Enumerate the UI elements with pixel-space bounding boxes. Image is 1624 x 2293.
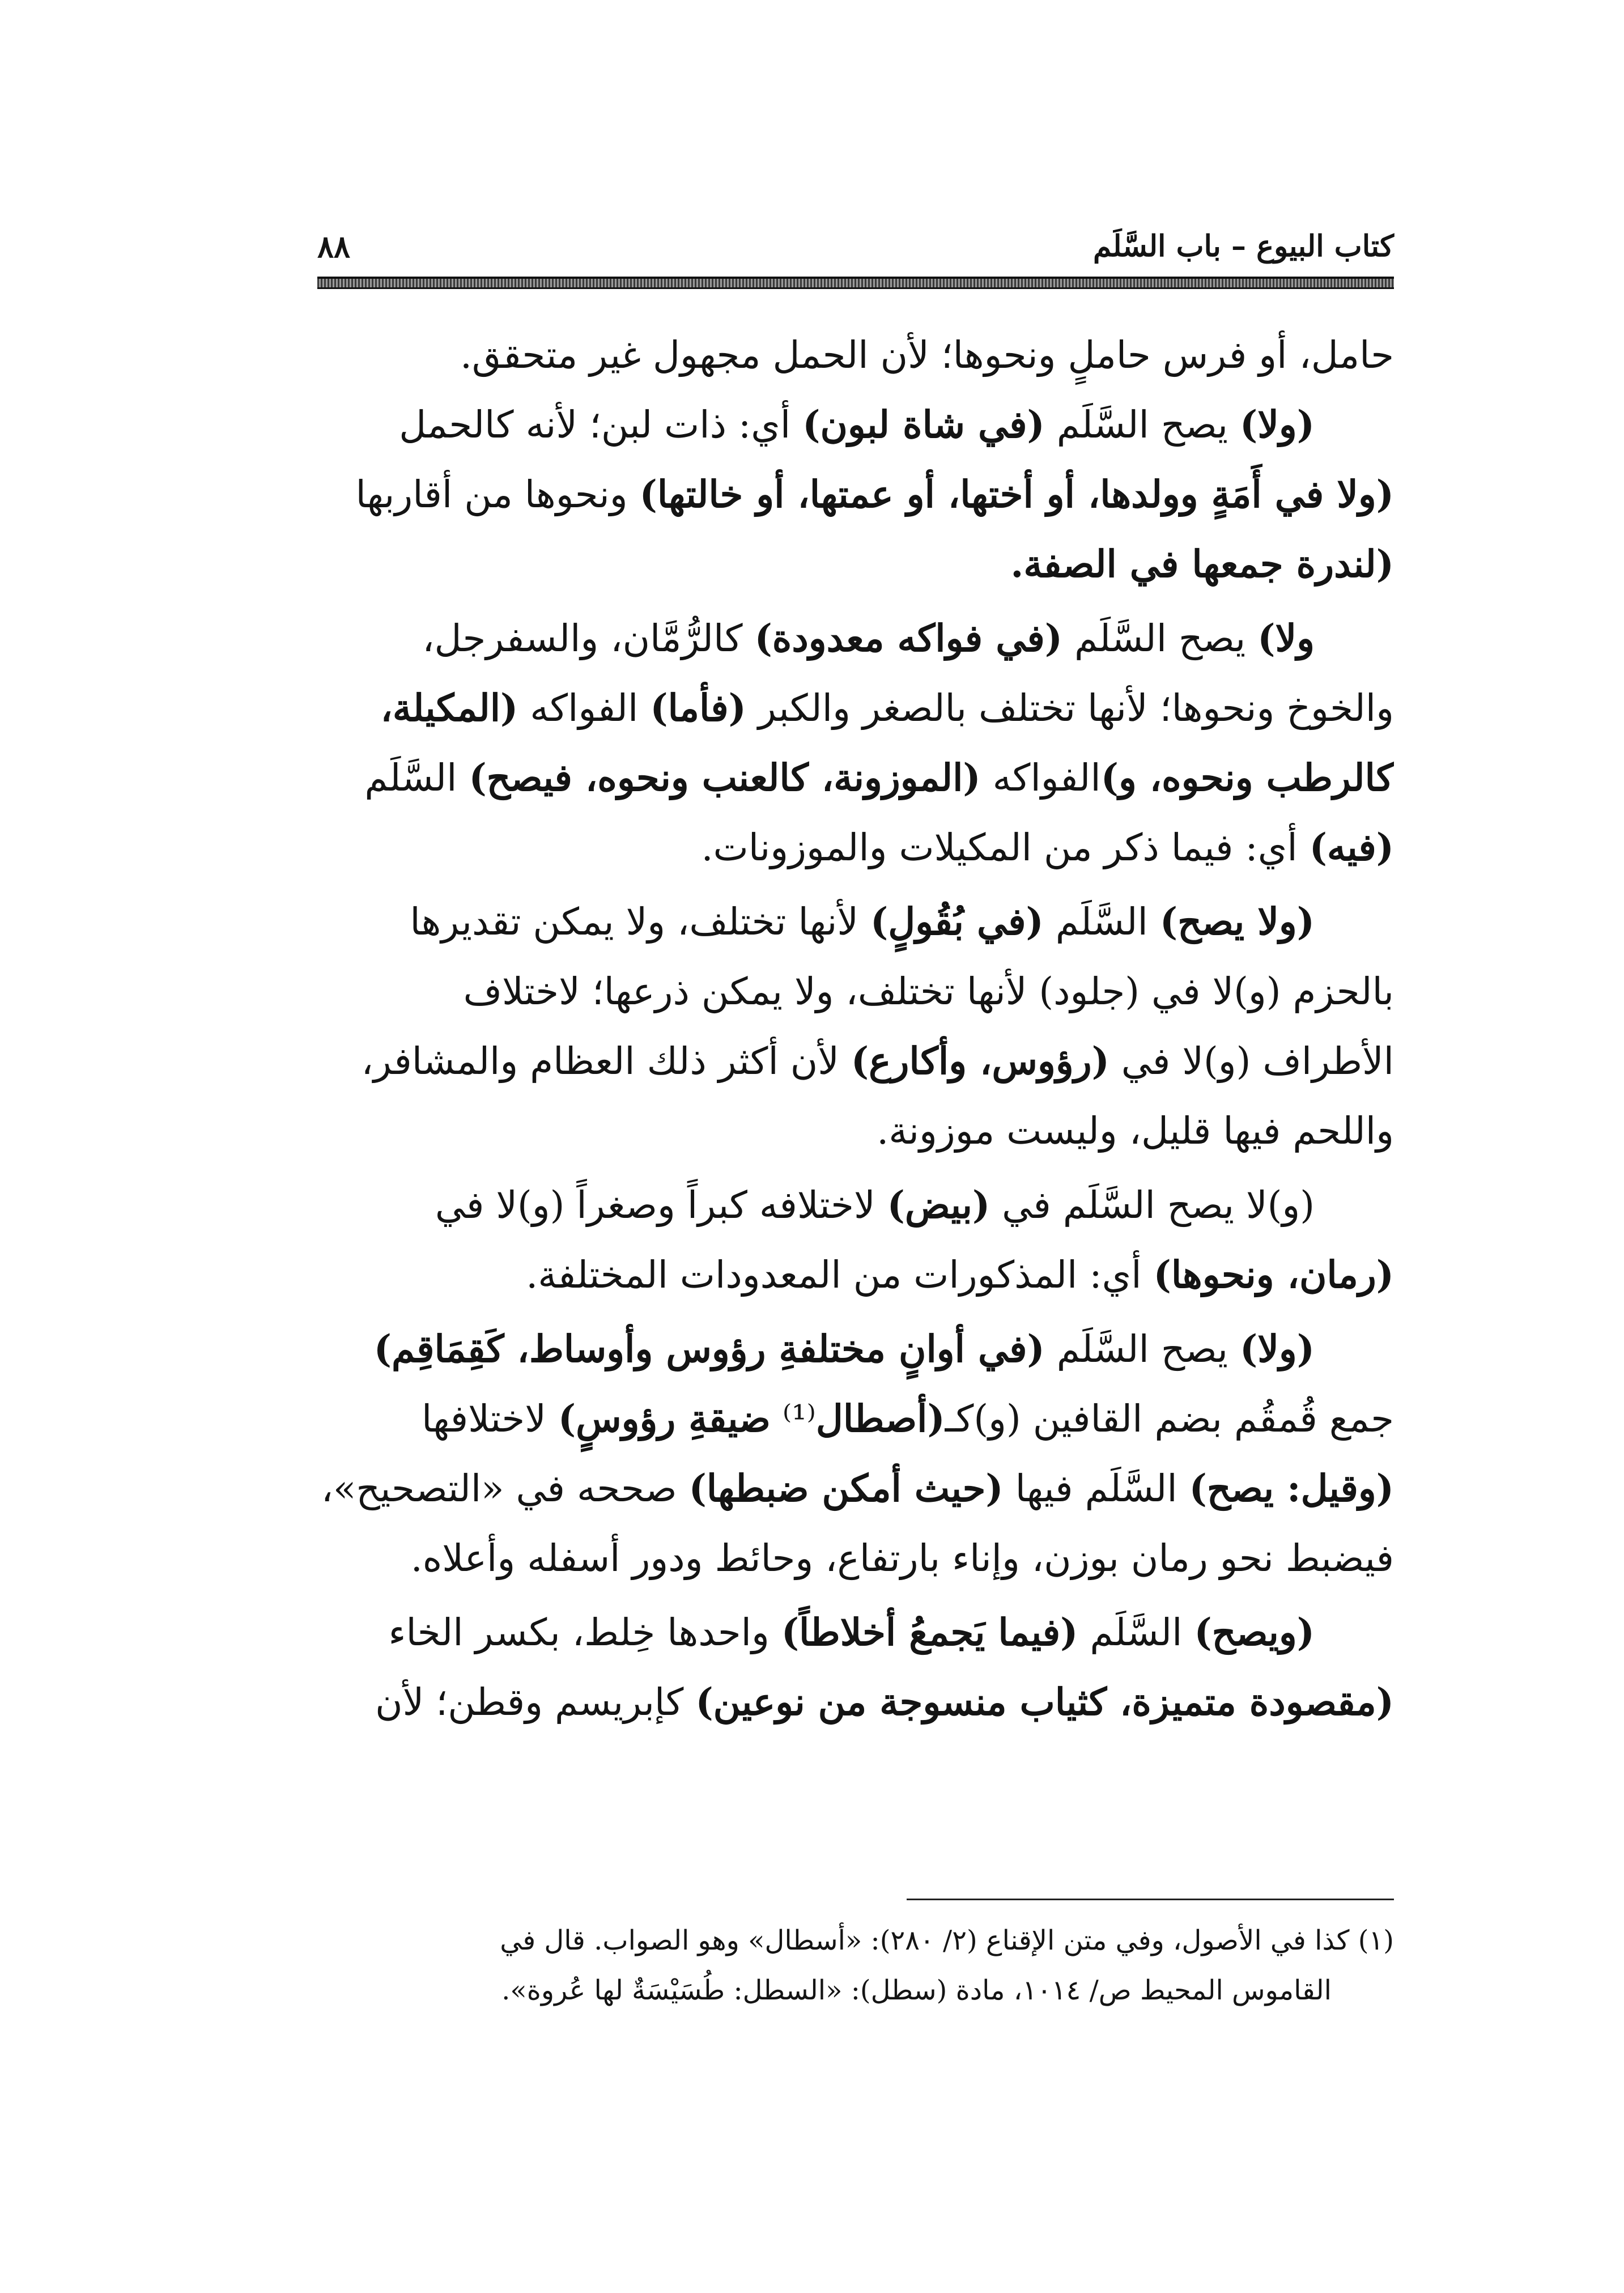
bold-matn-text: (ولا) (1240, 402, 1315, 447)
commentary-text: لأن أكثر ذلك العظام والمشافر، (361, 1039, 851, 1083)
bold-matn-text: (ويصح) (1194, 1610, 1315, 1654)
commentary-text: صححه في «التصحيح»، (321, 1467, 689, 1510)
bold-matn-text: كالرطب ونحوه، و) (1100, 755, 1394, 800)
text-line (317, 813, 1394, 882)
page-number: ٨٨ (317, 228, 351, 265)
bold-matn-text: (فيه) (1309, 825, 1394, 869)
commentary-text: كالرُّمَّان، والسفرجل، (422, 617, 755, 660)
commentary-text: السَّلَم (1043, 900, 1160, 944)
footnote-line: (١) كذا في الأصول، وفي متن الإقناع (٢/ ٢٨٠): «أسطال» وهو الصواب. قال في (500, 1925, 1394, 1956)
bold-matn-text: (وقيل: يصح) (1189, 1466, 1394, 1510)
commentary-text: يصح السَّلَم (1044, 403, 1240, 447)
commentary-text: أي: ذات لبن؛ لأنه كالحمل (399, 403, 803, 447)
commentary-text: لاختلافها (422, 1397, 558, 1441)
commentary-text: بالحزم (و)لا في (جلود) لأنها تختلف، ولا يمكن ذرعها؛ لاختلاف (463, 970, 1394, 1013)
page-header (317, 224, 1394, 269)
commentary-text: السَّلَم فيها (1003, 1467, 1189, 1510)
text-line (317, 1026, 1394, 1096)
bold-matn-text: (لندرة جمعها في الصفة. (1010, 542, 1394, 586)
text-line (317, 1598, 1394, 1667)
text-line (317, 1454, 1394, 1523)
commentary-text: ⁽¹⁾ (770, 1397, 816, 1441)
text-line (317, 1170, 1394, 1240)
commentary-text: الأطراف (و)لا في (1109, 1039, 1394, 1083)
commentary-text: واحدها خِلط، بكسر الخاء (388, 1611, 781, 1654)
footnotes (317, 1916, 1394, 2015)
bold-matn-text: (ولا يصح) (1159, 899, 1315, 944)
bold-matn-text: (الموزونة، كالعنب ونحوه، فيصح) (469, 755, 981, 800)
commentary-text: جمع قُمقُم بضم القافين (و)كـ (945, 1397, 1394, 1441)
text-line (317, 1096, 1394, 1166)
text-line (317, 1384, 1394, 1454)
text-line (317, 390, 1394, 460)
commentary-text: الفواكه (980, 756, 1101, 800)
bold-matn-text: ضيقةِ رؤوسٍ) (558, 1396, 771, 1441)
bold-matn-text: (ولا في أَمَةٍ وولدها، أو أختها، أو عمتها، أو خالتها) (639, 472, 1394, 516)
running-title: كتاب البيوع – باب السَّلَم (1093, 229, 1394, 264)
text-line (317, 1314, 1394, 1384)
bold-matn-text: (حيث أمكن ضبطها) (688, 1466, 1004, 1510)
footnote-separator (907, 1899, 1394, 1900)
text-line (317, 887, 1394, 957)
commentary-text: كإبريسم وقطن؛ لأن (375, 1680, 696, 1724)
commentary-text: واللحم فيها قليل، وليست موزونة. (877, 1109, 1394, 1153)
commentary-text: فيضبط نحو رمان بوزن، وإناء بارتفاع، وحائط ودور أسفله وأعلاه. (410, 1536, 1394, 1580)
commentary-text: السَّلَم (364, 756, 469, 800)
text-line (317, 1523, 1394, 1593)
footnote-line: القاموس المحيط ص/ ١٠١٤، مادة (سطل): «السطل: طُسَيْسَةٌ لها عُروة». (501, 1974, 1332, 2006)
bold-matn-text: (أصطال (815, 1396, 945, 1441)
text-line (317, 743, 1394, 813)
commentary-text: يصح السَّلَم (1062, 617, 1258, 660)
bold-matn-text: (في فواكه معدودة) (754, 616, 1062, 660)
bold-matn-text: (ولا) (1240, 1327, 1315, 1371)
text-line (317, 673, 1394, 743)
body-text (317, 320, 1394, 1737)
bold-matn-text: (فأما) (650, 686, 746, 730)
commentary-text: الفواكه (518, 686, 651, 730)
text-line (317, 1667, 1394, 1737)
text-line (317, 957, 1394, 1026)
bold-matn-text: (المكيلة، (380, 686, 518, 730)
commentary-text: ونحوها من أقاربها (355, 473, 640, 516)
text-line (317, 460, 1394, 529)
commentary-text: أي: المذكورات من المعدودات المختلفة. (526, 1253, 1154, 1297)
bold-matn-text: ولا) (1257, 616, 1315, 660)
bold-matn-text: (رؤوس، وأكارع) (851, 1039, 1109, 1083)
text-line (317, 529, 1394, 599)
commentary-text: والخوخ ونحوها؛ لأنها تختلف بالصغر والكبر (746, 686, 1394, 730)
bold-matn-text: (مقصودة متميزة، كثياب منسوجة من نوعين) (695, 1680, 1394, 1724)
bold-matn-text: (في أوانٍ مختلفةِ رؤوس وأوساط، كَقِمَاقِم) (373, 1327, 1045, 1371)
text-line (317, 1240, 1394, 1310)
bold-matn-text: (في بُقُولٍ) (870, 899, 1044, 944)
bold-matn-text: (في شاة لبون) (802, 402, 1045, 447)
text-line (317, 604, 1394, 673)
header-rule (317, 277, 1394, 289)
commentary-text: لاختلافه كبراً وصغراً (و)لا في (435, 1183, 887, 1227)
bold-matn-text: (فيما يَجمعُ أخلاطاً) (781, 1610, 1078, 1654)
commentary-text: السَّلَم (1078, 1611, 1194, 1654)
commentary-text: لأنها تختلف، ولا يمكن تقديرها (410, 900, 870, 944)
bold-matn-text: (بيض) (887, 1183, 990, 1227)
bold-matn-text: (رمان، ونحوها) (1153, 1252, 1394, 1297)
commentary-text: أي: فيما ذكر من المكيلات والموزونات. (701, 826, 1310, 869)
commentary-text: (و)لا يصح السَّلَم في (990, 1183, 1315, 1227)
text-line (317, 320, 1394, 390)
commentary-text: حامل، أو فرس حاملٍ ونحوها؛ لأن الحمل مجهول غير متحقق. (460, 333, 1394, 377)
commentary-text: يصح السَّلَم (1044, 1327, 1240, 1371)
